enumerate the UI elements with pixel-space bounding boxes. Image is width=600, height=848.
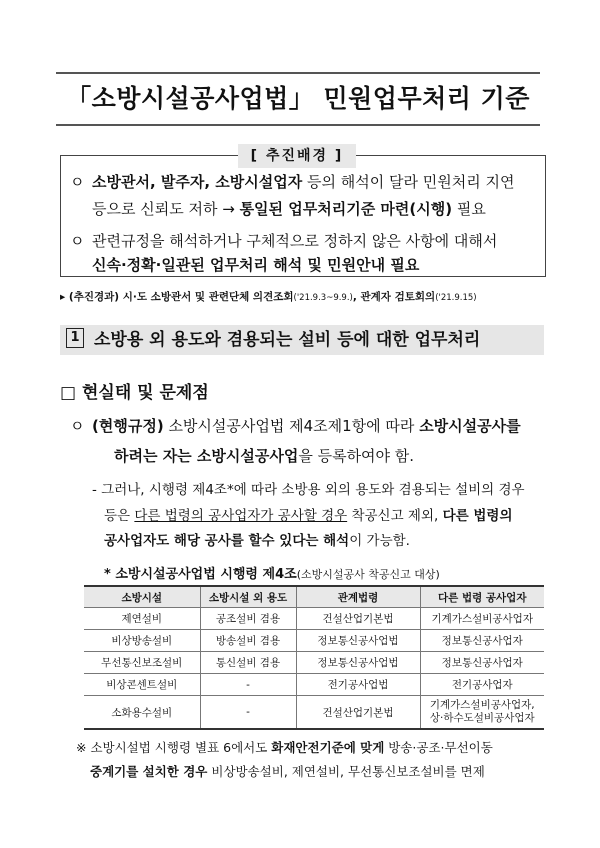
status-dash-3b: 이 가능함. — [349, 533, 410, 549]
table-cell: 소화용수설비 — [84, 696, 200, 730]
status-dash-line-3 — [104, 531, 410, 552]
table-cell: 정보통신공사업법 — [296, 630, 420, 652]
section-1-title: 소방용 외 용도와 겸용되는 설비 등에 대한 업무처리 — [94, 330, 481, 350]
table-cell: 정보통신공사업자 — [420, 652, 544, 674]
background-item-2-line-2: 신속·정확·일관된 업무처리 해석 및 민원안내 필요 — [92, 256, 420, 274]
table-caption — [104, 563, 440, 582]
status-rule-text: 소방시설공사업법 제4조제1항에 따라 — [163, 417, 420, 435]
background-item-1-text: 등의 해석이 달라 민원처리 지연 — [302, 173, 515, 191]
status-heading: □ 현실태 및 문제점 — [60, 383, 209, 403]
table-header-row — [84, 586, 544, 608]
background-heading: [ 추진배경 ] — [238, 144, 356, 168]
status-dash-2a: 등은 — [104, 508, 135, 524]
progress-note-date-1: ('21.9.3~9.9.) — [293, 293, 353, 303]
section-1-heading — [66, 325, 480, 355]
table-cell: 전기공사업자 — [420, 674, 544, 696]
table-header: 다른 법령 공사업자 — [420, 586, 544, 608]
table-cell: 정보통신공사업법 — [296, 652, 420, 674]
table-cell: 무선통신보조설비 — [84, 652, 200, 674]
table-cell: 건설산업기본법 — [296, 608, 420, 630]
table-cell: 통신설비 겸용 — [200, 652, 296, 674]
status-dash-2d: 다른 법령의 — [442, 508, 513, 524]
table-cell: 제연설비 — [84, 608, 200, 630]
progress-note — [60, 289, 477, 304]
footnote-1a: ※ 소방시설법 시행령 별표 6에서도 — [76, 740, 272, 755]
table-caption-title: * 소방시설공사업법 시행령 제4조 — [104, 567, 297, 582]
background-item-2-line-1: 관련규정을 해석하거나 구체적으로 정하지 않은 사항에 대해서 — [92, 232, 498, 250]
table-row — [84, 674, 544, 696]
table-cell: 건설산업기본법 — [296, 696, 420, 730]
background-item-1-end: 필요 — [452, 200, 486, 218]
footnote-2b: 비상방송설비, 제연설비, 무선통신보조설비를 면제 — [207, 764, 485, 779]
table-cell: - — [200, 696, 296, 730]
table-cell: 공조설비 겸용 — [200, 608, 296, 630]
table-row — [84, 652, 544, 674]
status-dash-2c: 착공신고 제외, — [347, 508, 443, 524]
table-header: 소방시설 외 용도 — [200, 586, 296, 608]
table-row — [84, 608, 544, 630]
table-caption-note: (소방시설공사 착공신고 대상) — [296, 568, 440, 581]
table-row — [84, 630, 544, 652]
table-row — [84, 696, 544, 730]
status-rule-subject: 하려는 자는 소방시설공사업 — [114, 447, 299, 465]
progress-note-c: , 관계자 검토회의 — [352, 291, 436, 303]
background-item-2-bullet: ㅇ — [70, 232, 85, 250]
table-cell: 비상방송설비 — [84, 630, 200, 652]
table-cell: 기계가스설비공사업자 — [420, 608, 544, 630]
footnote-1b: 화재안전기준에 맞게 — [271, 740, 385, 755]
status-dash-2b: 다른 법령의 공사업자가 공사할 경우 — [134, 508, 348, 524]
status-bullet: ㅇ — [70, 417, 85, 435]
status-dash-line-1: - 그러나, 시행령 제4조*에 따라 소방용 외의 용도와 겸용되는 설비의 경우 — [92, 482, 525, 498]
footnote-1c: 방송·공조·무선이동 — [384, 740, 493, 755]
table-header: 소방시설 — [84, 586, 200, 608]
progress-note-date-2: ('21.9.15) — [435, 293, 477, 303]
table-cell: 비상콘센트설비 — [84, 674, 200, 696]
footnote-line-2 — [90, 762, 485, 782]
table-cell — [420, 696, 544, 730]
table-cell: 방송설비 겸용 — [200, 630, 296, 652]
table-cell: 전기공사업법 — [296, 674, 420, 696]
table-cell: - — [200, 674, 296, 696]
status-dash-3a: 공사업자도 해당 공사를 할수 있다는 해석 — [104, 533, 350, 549]
footnote-line-1 — [76, 738, 493, 758]
table-cell-line: 상·하수도설비공사업자 — [429, 712, 535, 724]
table-header: 관계법령 — [296, 586, 420, 608]
background-item-1-line-1 — [92, 170, 514, 194]
status-rule-label: (현행규정) — [92, 417, 164, 435]
table-cell-line: 기계가스설비공사업자, — [429, 699, 535, 711]
background-item-1-result: 등으로 신뢰도 저하 → — [92, 200, 240, 218]
background-item-1-bullet: ㅇ — [70, 173, 85, 191]
status-dash-line-2 — [104, 506, 512, 527]
background-item-1-emphasis: 통일된 업무처리기준 마련(시행) — [239, 200, 453, 218]
status-rule-line-2 — [114, 444, 414, 468]
page-title: 「소방시설공사업법」 민원업무처리 기준 — [56, 72, 540, 126]
footnote-2a: 중계기를 설치한 경우 — [90, 764, 208, 779]
table-cell: 정보통신공사업자 — [420, 630, 544, 652]
status-rule-end: 을 등록하여야 함. — [298, 447, 415, 465]
section-1-number: 1 — [66, 328, 84, 348]
progress-note-a: ▸ (추진경과) 시·도 소방관서 및 관련단체 의견조회 — [60, 291, 294, 303]
status-rule-emphasis: 소방시설공사를 — [419, 417, 521, 435]
status-rule-line-1 — [92, 414, 521, 438]
background-item-1-line-2 — [92, 197, 486, 221]
construction-table — [84, 585, 544, 730]
background-item-1-subjects: 소방관서, 발주자, 소방시설업자 — [92, 173, 303, 191]
